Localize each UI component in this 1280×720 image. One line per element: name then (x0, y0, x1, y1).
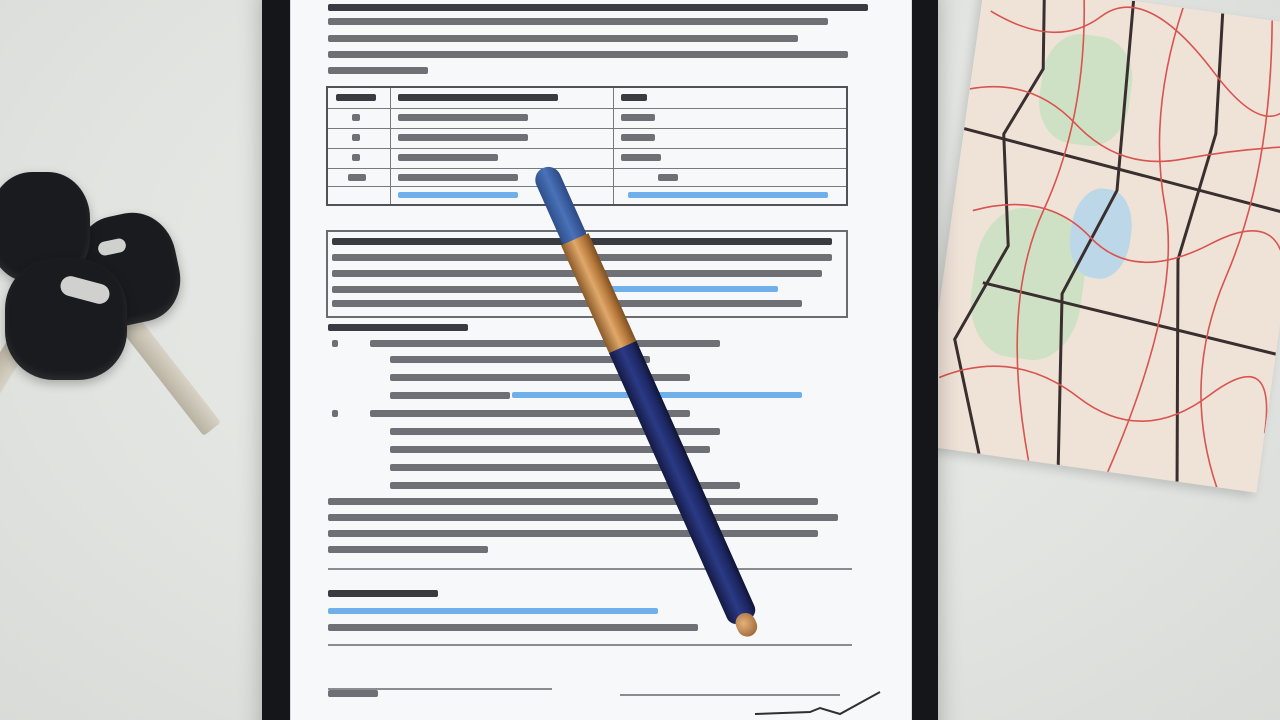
table-cell (352, 154, 360, 161)
table-row-divider (328, 186, 846, 187)
date-line (328, 688, 552, 690)
table-cell (658, 174, 678, 181)
list-heading (328, 324, 468, 331)
table-header-cell (621, 94, 647, 101)
table-cell (398, 134, 528, 141)
signature-divider (328, 644, 852, 646)
date-label (328, 690, 378, 697)
text-line (328, 18, 828, 25)
table-cell (348, 174, 366, 181)
list-item (390, 392, 510, 399)
text-line (328, 51, 848, 58)
text-line (328, 35, 798, 42)
list-item (390, 464, 690, 471)
table-cell (621, 134, 655, 141)
text-line (328, 67, 428, 74)
text-line (328, 498, 818, 505)
section-divider (328, 568, 852, 570)
table-cell (352, 114, 360, 121)
table-cell (621, 154, 661, 161)
highlighted-text (398, 192, 518, 198)
table-cell (398, 154, 498, 161)
table-header-cell (398, 94, 558, 101)
signature-scribble (750, 680, 890, 720)
table-row-divider (328, 108, 846, 109)
list-number (332, 340, 338, 347)
table-row-divider (328, 168, 846, 169)
document-sheet (290, 0, 912, 720)
highlighted-text (598, 286, 778, 292)
text-line (328, 514, 838, 521)
form-table (326, 86, 848, 206)
map-roads-and-borders (920, 0, 1280, 493)
table-row-divider (328, 128, 846, 129)
highlighted-text (328, 608, 658, 614)
text-line (332, 286, 602, 293)
table-row-divider (328, 148, 846, 149)
text-line (328, 590, 438, 597)
table-cell (352, 134, 360, 141)
list-item (370, 340, 720, 347)
text-line (328, 546, 488, 553)
text-line (328, 624, 698, 631)
text-line (332, 300, 802, 307)
table-cell (398, 114, 528, 121)
road-map (920, 0, 1280, 493)
table-header-cell (336, 94, 376, 101)
text-line (328, 4, 868, 11)
list-number (332, 410, 338, 417)
text-line (328, 530, 818, 537)
table-cell (398, 174, 518, 181)
table-cell (621, 114, 655, 121)
highlighted-text (628, 192, 828, 198)
